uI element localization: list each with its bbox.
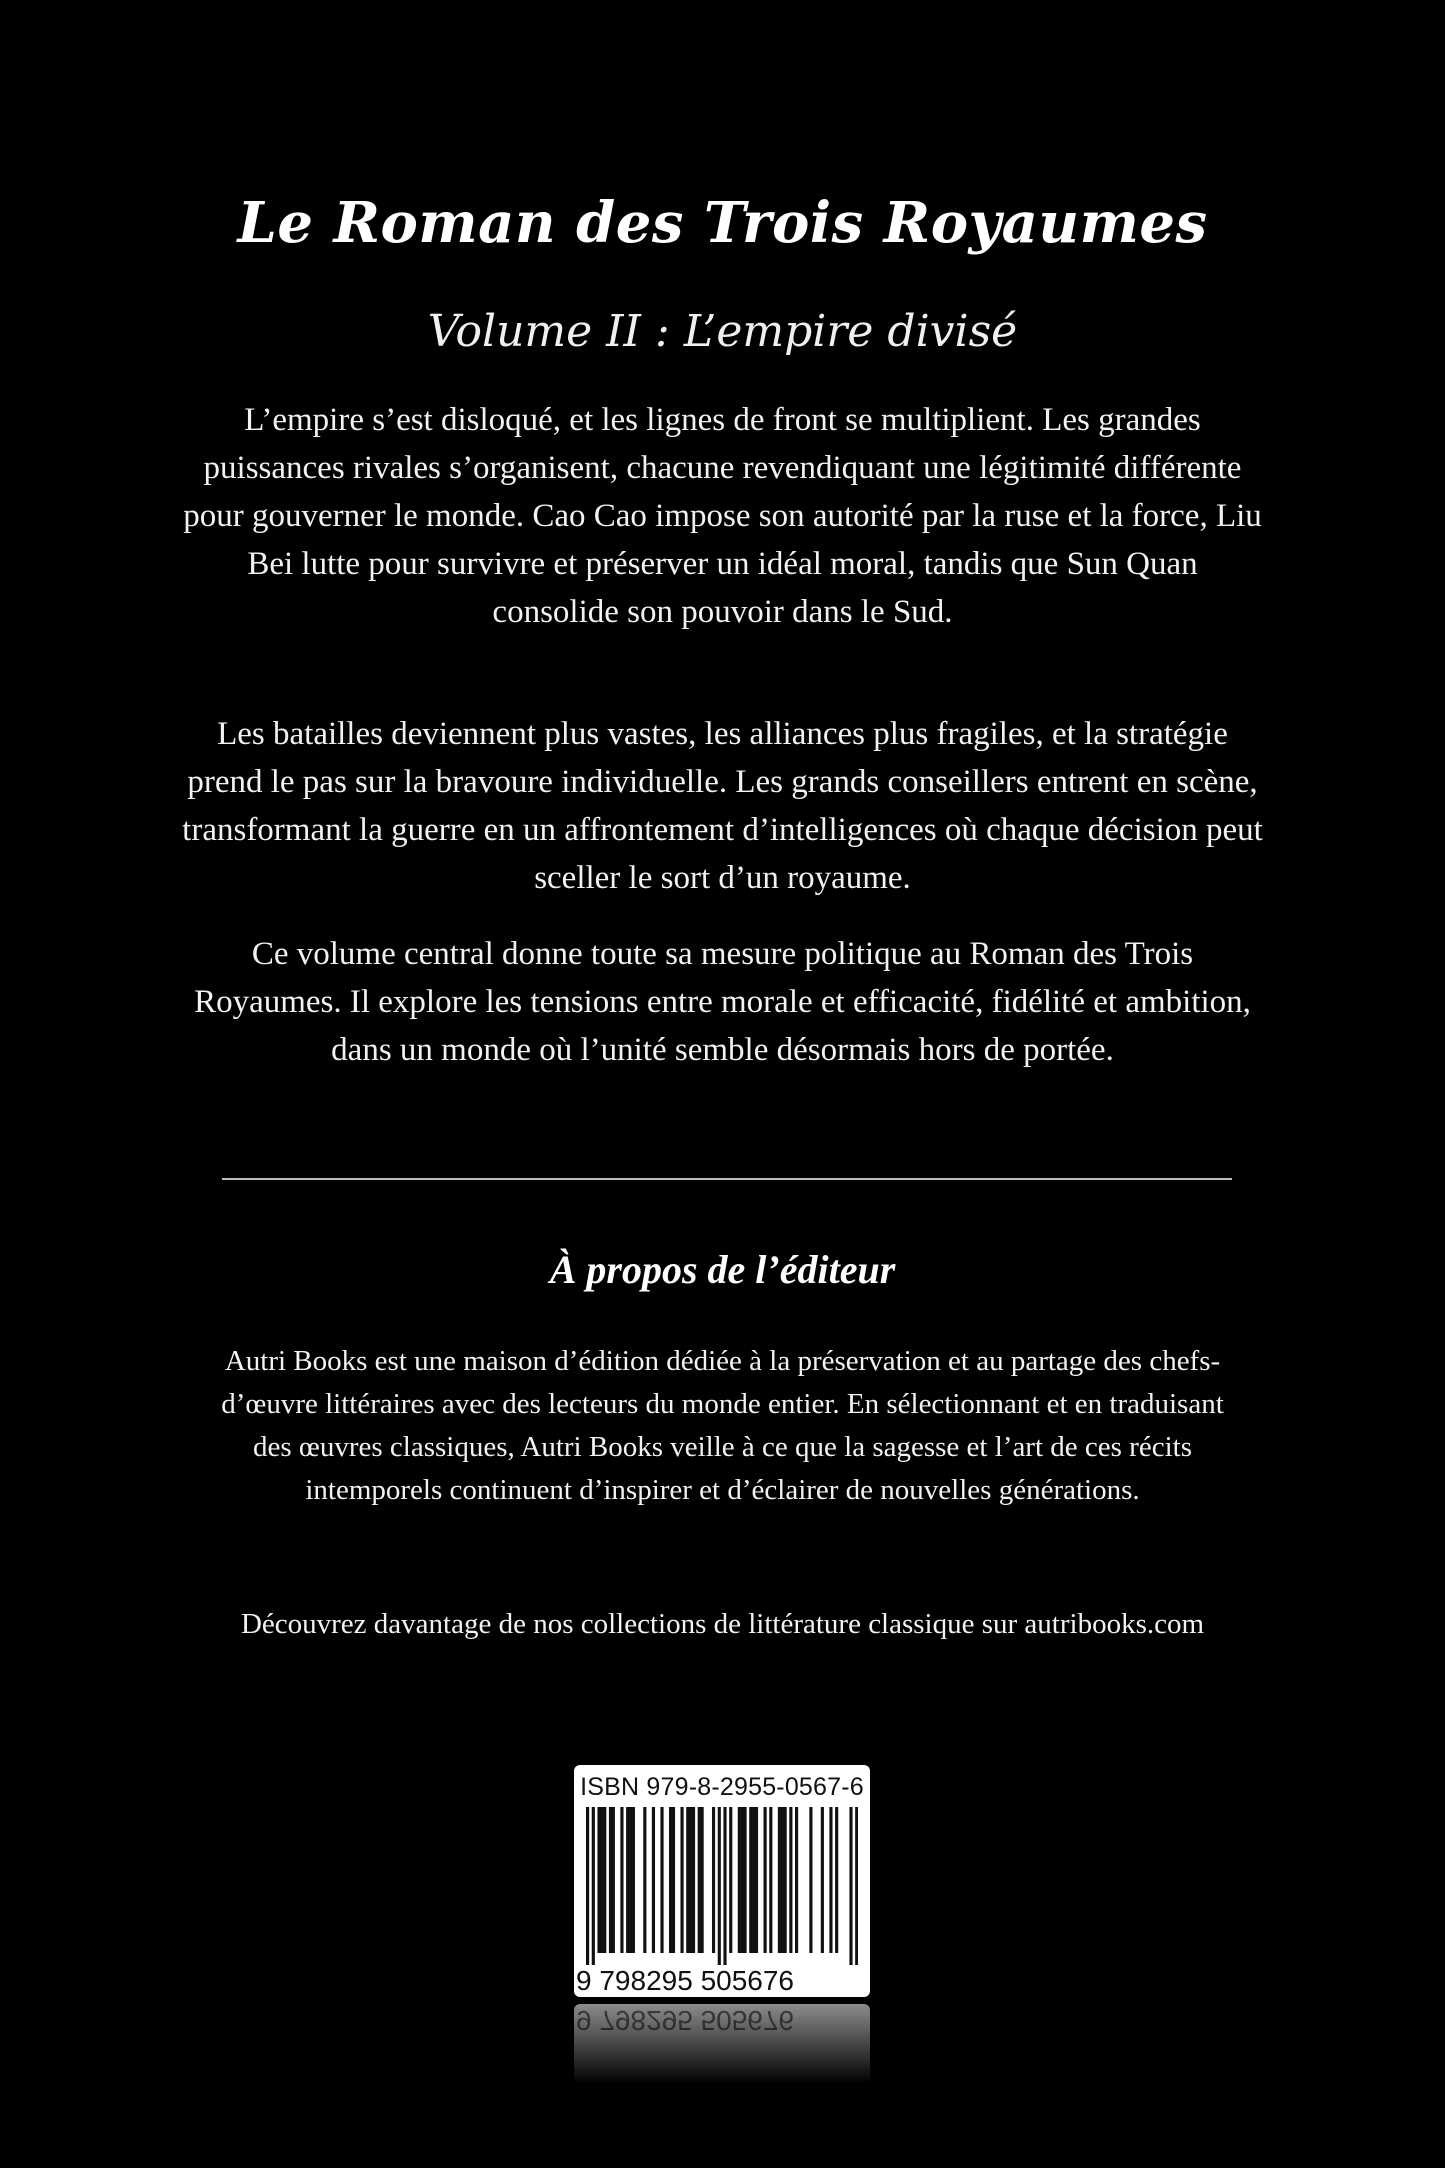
barcode-bar	[600, 1807, 603, 1953]
barcode-bar	[855, 1807, 858, 1965]
barcode-bar	[781, 1807, 784, 1953]
barcode-bar	[741, 1807, 744, 1953]
barcode-bar	[609, 1807, 612, 1953]
publisher-heading: À propos de l’éditeur	[549, 1247, 896, 1292]
barcode-bar	[586, 1807, 589, 1965]
barcode-bar	[764, 1807, 767, 1953]
barcode-bar	[612, 1807, 615, 1953]
barcode-bar	[712, 1807, 715, 1953]
barcode-bar	[784, 1807, 787, 1953]
barcode-bar	[789, 1807, 792, 1953]
barcode-bar	[629, 1807, 632, 1953]
reflection-digits: 9 798295 505676	[576, 2005, 794, 2036]
barcode-bar	[723, 1807, 726, 1965]
barcode-bar	[718, 1807, 721, 1965]
barcode-bar	[755, 1807, 758, 1953]
barcode-bar	[597, 1807, 600, 1953]
barcode-bar	[752, 1807, 755, 1953]
barcode-bar	[698, 1807, 701, 1953]
barcode-bar	[643, 1807, 646, 1953]
barcode-bar	[749, 1807, 752, 1953]
barcode-bar	[620, 1807, 623, 1953]
barcode-bar	[795, 1807, 798, 1953]
barcode-bar	[701, 1807, 704, 1953]
barcode-bar	[592, 1807, 595, 1965]
barcode-bar	[603, 1807, 606, 1953]
barcode-bar	[692, 1807, 695, 1953]
barcode-bar	[669, 1807, 672, 1953]
barcode-bar	[686, 1807, 689, 1953]
barcode-bar	[778, 1807, 781, 1953]
barcode-bar	[835, 1807, 838, 1953]
ean-digits: 9 798295 505676	[576, 1965, 794, 1996]
barcode-bars	[586, 1807, 858, 1965]
publisher-cta: Découvrez davantage de nos collections de littérature classique sur autribooks.com	[240, 1608, 1205, 1640]
section-divider	[222, 1178, 1232, 1180]
publisher-about: Autri Books est une maison d’édition dédiée à la préservation et au partage des chefs-d’œuvre littéraires avec des lecteurs du monde entier. En sélectionnant et en traduisant des œuvres classiques, Autri Books veille à ce que la sagesse et l’art de ces récits intemporels continuent d’inspirer et d’éclairer de nouvelles générations.	[221, 1345, 1224, 1506]
isbn-barcode	[574, 1765, 870, 1997]
barcode-bar	[632, 1807, 635, 1953]
barcode-bar	[769, 1807, 772, 1953]
barcode-reflection	[574, 2004, 870, 2084]
barcode-bar	[626, 1807, 629, 1953]
barcode-bar	[652, 1807, 655, 1953]
barcode-bar	[821, 1807, 824, 1953]
description-paragraph-1: L’empire s’est disloqué, et les lignes de front se multiplient. Les grandes puissances rivales s’organisent, chacune revendiquant une légitimité différente pour gouverner le monde. Cao Cao impose son autorité par la ruse et la force, Liu Bei lutte pour survivre et préserver un idéal moral, tandis que Sun Quan consolide son pouvoir dans le Sud.	[183, 402, 1262, 630]
barcode-bar	[680, 1807, 683, 1953]
barcode-bar	[672, 1807, 675, 1953]
description-paragraph-2: Les batailles deviennent plus vastes, les alliances plus fragiles, et la stratégie prend le pas sur la bravoure individuelle. Les grands conseillers entrent en scène, transformant la guerre en un affrontement d’intelligences où chaque décision peut sceller le sort d’un royaume.	[182, 716, 1263, 896]
barcode-bar	[729, 1807, 732, 1953]
barcode-bar	[738, 1807, 741, 1953]
barcode-bar	[689, 1807, 692, 1953]
barcode-bar	[743, 1807, 746, 1953]
isbn-label: ISBN 979-8-2955-0567-6	[580, 1773, 864, 1801]
barcode-bar	[809, 1807, 812, 1953]
barcode-bar	[829, 1807, 832, 1953]
barcode-bar	[849, 1807, 852, 1965]
barcode-bar	[660, 1807, 663, 1953]
book-title: Le Roman des Trois Royaumes	[237, 190, 1208, 256]
description-paragraph-3: Ce volume central donne toute sa mesure politique au Roman des Trois Royaumes. Il explore les tensions entre morale et efficacité, fidélité et ambition, dans un monde où l’unité semble désormais hors de portée.	[194, 936, 1251, 1068]
book-subtitle: Volume II : L’empire divisé	[427, 306, 1018, 357]
